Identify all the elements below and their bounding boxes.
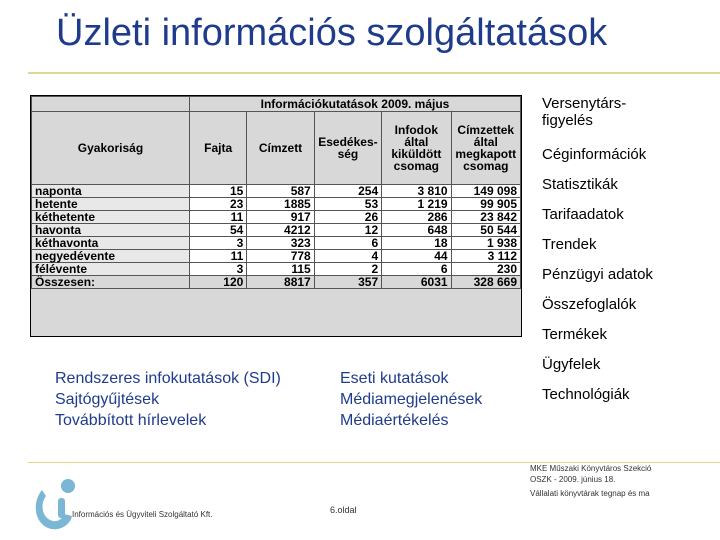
list-item: Céginformációk — [542, 146, 647, 163]
table-cell: 254 — [314, 185, 381, 198]
column-header: Gyakoriság — [32, 112, 190, 185]
column-header: Fajta — [189, 112, 246, 185]
row-label: negyedévente — [32, 250, 190, 263]
list-item: Trendek — [542, 236, 597, 253]
table-cell: 1885 — [247, 198, 314, 211]
page-number: 6.oldal — [330, 505, 357, 515]
list-item: Ügyfelek — [542, 356, 601, 373]
ad-hoc-services-list — [340, 368, 482, 431]
table-row — [32, 237, 521, 250]
footer-line: Vállalati könyvtárak tegnap és ma — [530, 489, 650, 498]
table-row — [32, 211, 521, 224]
stats-table-wrapper — [30, 95, 522, 337]
table-cell: 3 112 — [451, 250, 520, 263]
infodok-logo-icon — [28, 468, 84, 540]
table-cell: 1 219 — [382, 198, 451, 211]
list-item: Tarifaadatok — [542, 206, 624, 223]
table-row — [32, 263, 521, 276]
table-cell: 54 — [189, 224, 246, 237]
table-cell: 587 — [247, 185, 314, 198]
list-item: Médiaértékelés — [340, 412, 449, 429]
table-cell: 4212 — [247, 224, 314, 237]
table-cell: 11 — [189, 250, 246, 263]
list-item: Technológiák — [542, 386, 630, 403]
footer-line: OSZK - 2009. június 18. — [530, 475, 616, 484]
table-cell: 11 — [189, 211, 246, 224]
list-item: Eseti kutatások — [340, 370, 449, 387]
title-divider — [28, 72, 720, 74]
column-header: Infodok által kiküldött csomag — [382, 112, 451, 185]
table-cell: 18 — [382, 237, 451, 250]
table-cell: 12 — [314, 224, 381, 237]
table-caption: Információkutatások 2009. május — [189, 97, 520, 112]
service-topics-list — [542, 95, 712, 403]
table-corner — [32, 97, 190, 112]
total-label: Összesen: — [32, 276, 190, 289]
table-cell: 323 — [247, 237, 314, 250]
table-cell: 23 842 — [451, 211, 520, 224]
page-title: Üzleti információs szolgáltatások — [56, 12, 608, 54]
total-cell: 120 — [189, 276, 246, 289]
column-header: Esedékes-ség — [314, 112, 381, 185]
row-label: hetente — [32, 198, 190, 211]
list-item: Továbbított hírlevelek — [55, 412, 207, 429]
row-label: naponta — [32, 185, 190, 198]
table-row — [32, 250, 521, 263]
table-row — [32, 185, 521, 198]
total-row — [32, 276, 521, 289]
column-header: Címzett — [247, 112, 314, 185]
stats-table — [31, 96, 521, 289]
footer-line: MKE Műszaki Könyvtáros Szekció — [530, 464, 652, 473]
total-cell: 6031 — [382, 276, 451, 289]
table-cell: 115 — [247, 263, 314, 276]
table-cell: 4 — [314, 250, 381, 263]
list-item: Statisztikák — [542, 176, 618, 193]
table-cell: 3 810 — [382, 185, 451, 198]
table-cell: 44 — [382, 250, 451, 263]
column-header: Címzettek által megkapott csomag — [451, 112, 520, 185]
table-row — [32, 198, 521, 211]
table-cell: 149 098 — [451, 185, 520, 198]
table-cell: 99 905 — [451, 198, 520, 211]
row-label: havonta — [32, 224, 190, 237]
sdi-services-list — [55, 368, 281, 431]
table-cell: 23 — [189, 198, 246, 211]
list-item: Pénzügyi adatok — [542, 266, 653, 283]
list-item: Versenytárs-figyelés — [542, 95, 627, 129]
row-label: félévente — [32, 263, 190, 276]
table-cell: 15 — [189, 185, 246, 198]
table-cell: 230 — [451, 263, 520, 276]
total-cell: 8817 — [247, 276, 314, 289]
table-cell: 3 — [189, 237, 246, 250]
table-cell: 6 — [382, 263, 451, 276]
table-cell: 50 544 — [451, 224, 520, 237]
list-item: Rendszeres infokutatások (SDI) — [55, 370, 281, 387]
list-item: Termékek — [542, 326, 608, 343]
row-label: kéthavonta — [32, 237, 190, 250]
table-cell: 53 — [314, 198, 381, 211]
table-cell: 778 — [247, 250, 314, 263]
table-cell: 286 — [382, 211, 451, 224]
footer-company: Információs és Ügyviteli Szolgáltató Kft. — [72, 510, 213, 519]
table-cell: 6 — [314, 237, 381, 250]
footer-event-info — [530, 463, 651, 499]
list-item: Összefoglalók — [542, 296, 637, 313]
list-item: Sajtógyűjtések — [55, 391, 160, 408]
row-label: kéthetente — [32, 211, 190, 224]
total-cell: 328 669 — [451, 276, 520, 289]
table-cell: 1 938 — [451, 237, 520, 250]
table-row — [32, 224, 521, 237]
table-cell: 2 — [314, 263, 381, 276]
table-cell: 917 — [247, 211, 314, 224]
table-cell: 26 — [314, 211, 381, 224]
list-item: Médiamegjelenések — [340, 391, 483, 408]
table-cell: 648 — [382, 224, 451, 237]
total-cell: 357 — [314, 276, 381, 289]
table-cell: 3 — [189, 263, 246, 276]
